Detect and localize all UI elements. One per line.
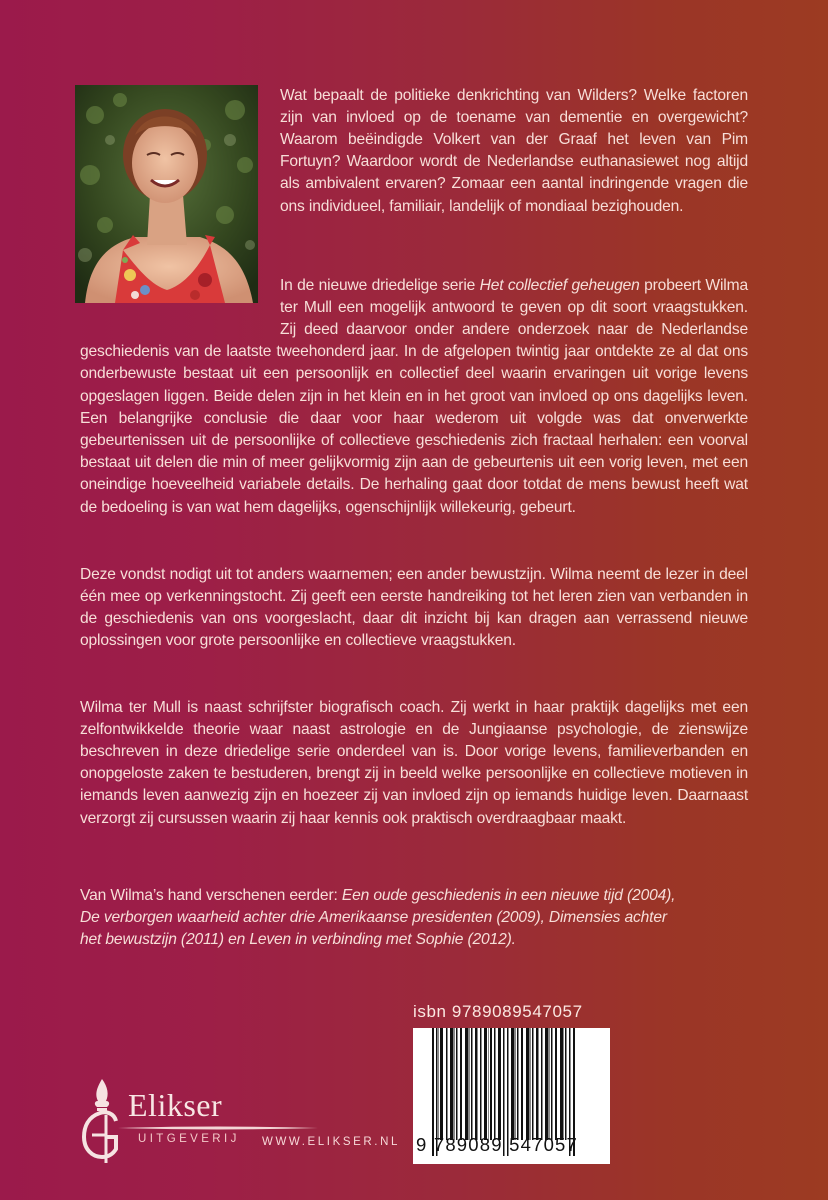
publisher-logo bbox=[78, 1075, 248, 1165]
author-photo bbox=[75, 85, 258, 303]
blurb-paragraph-intro-questions: Wat bepaalt de politieke denkrichting van Wilders? Welke factoren zijn van invloed op de toename van dementie en overgewicht? Waarom beëindigde Volkert van der Graaf het leven van Pim Fortuyn? Waardoor wordt de Nederlandse euthanasiewet nog altijd als ambivalent ervaren? Zomaar een aantal indringende vragen die ons individueel, familiair, landelijk of mondiaal bezighouden. bbox=[280, 86, 748, 215]
isbn-label: isbn 9789089547057 bbox=[413, 1002, 583, 1021]
blurb-paragraph-discovery: Deze vondst nodigt uit tot anders waarnemen; een ander bewustzijn. Wilma neemt de lezer in deel één mee op verkenningstocht. Zij geeft een eerste handreiking tot het leren zien van verbanden in de geschiedenis van ons voorgeslacht, daar dit inzicht bij kan dragen aan verrassend nieuwe oplossingen voor grote persoonlijke en collectieve vraagstukken. bbox=[80, 565, 748, 650]
previous-works-line-3: het bewustzijn (2011) en Leven in verbinding met Sophie (2012). bbox=[80, 931, 516, 948]
series-body-text: probeert Wilma ter Mull een mogelijk antwoord te geven op dit soort vraagstukken. Zij deed daarvoor onder andere onderzoek naar de Nederlandse geschiedenis van de laatste tweehonderd jaar. In de afgelopen twintig jaar ontdekte ze al dat ons onderbewuste bestaat uit een persoonlijk en collectief deel waarin ervaringen uit vorige levens opgeslagen liggen. Beide delen zijn in het klein en in het groot van invloed op ons dagelijks leven. Een belangrijke conclusie die daar voor haar wederom uit volgde was dat onverwerkte gebeurtenissen uit de persoonlijke of collectieve geschiedenis zich fractaal herhalen: een voorval bestaat uit delen die min of meer gelijkvormig zijn aan de gebeurtenis uit een vorig leven, met een oneindige hoeveelheid variabele details. De herhaling gaat door totdat de mens bewust heeft wat de bedoeling is van wat hem dagelijks, ogenschijnlijk willekeurig, gebeurt. bbox=[80, 276, 748, 516]
author-portrait-image bbox=[75, 85, 258, 303]
publisher-name: Elikser bbox=[128, 1087, 223, 1123]
previous-work-title: Een oude geschiedenis in een nieuwe tijd (2004), bbox=[341, 886, 676, 904]
isbn-barcode bbox=[413, 1028, 610, 1164]
series-intro-text: In de nieuwe driedelige serie bbox=[280, 276, 480, 294]
author-bio-paragraph: Wilma ter Mull is naast schrijfster biografisch coach. Zij werkt in haar praktijk dagelijks met een zelfontwikkelde theorie waar naast astrologie en de Jungiaanse psychologie, de zienswijze beschreven in deze driedelige serie onderdeel van is. Door vorige levens, familieverbanden en onopgeloste zaken te bestuderen, brengt zij in beeld welke persoonlijke en collectieve motieven in iemands leven aanwezig zijn en hoezeer zij van invloed zijn op iemands huidige leven. Daarnaast verzorgt zij cursussen waarin zij haar kennis ook praktisch overdraagbaar maakt. bbox=[80, 698, 748, 827]
previous-works-line-1 bbox=[80, 885, 748, 907]
blurb-paragraph-series bbox=[80, 275, 748, 519]
publisher-subtitle: UITGEVERIJ bbox=[138, 1133, 240, 1145]
previous-works-line-2: De verborgen waarheid achter drie Amerikaanse presidenten (2009), Dimensies achter bbox=[80, 908, 667, 926]
barcode-digits: 9 789089 547057 bbox=[416, 1134, 579, 1155]
logo-swoosh-line bbox=[118, 1125, 318, 1131]
publisher-website: WWW.ELIKSER.NL bbox=[262, 1136, 400, 1148]
previous-works-paragraph bbox=[80, 885, 748, 952]
series-title: Het collectief geheugen bbox=[479, 276, 640, 294]
elikser-monogram-icon bbox=[78, 1075, 124, 1165]
photo-wrap-spacer bbox=[80, 275, 280, 341]
previous-works-intro: Van Wilma’s hand verschenen eerder: bbox=[80, 886, 342, 904]
